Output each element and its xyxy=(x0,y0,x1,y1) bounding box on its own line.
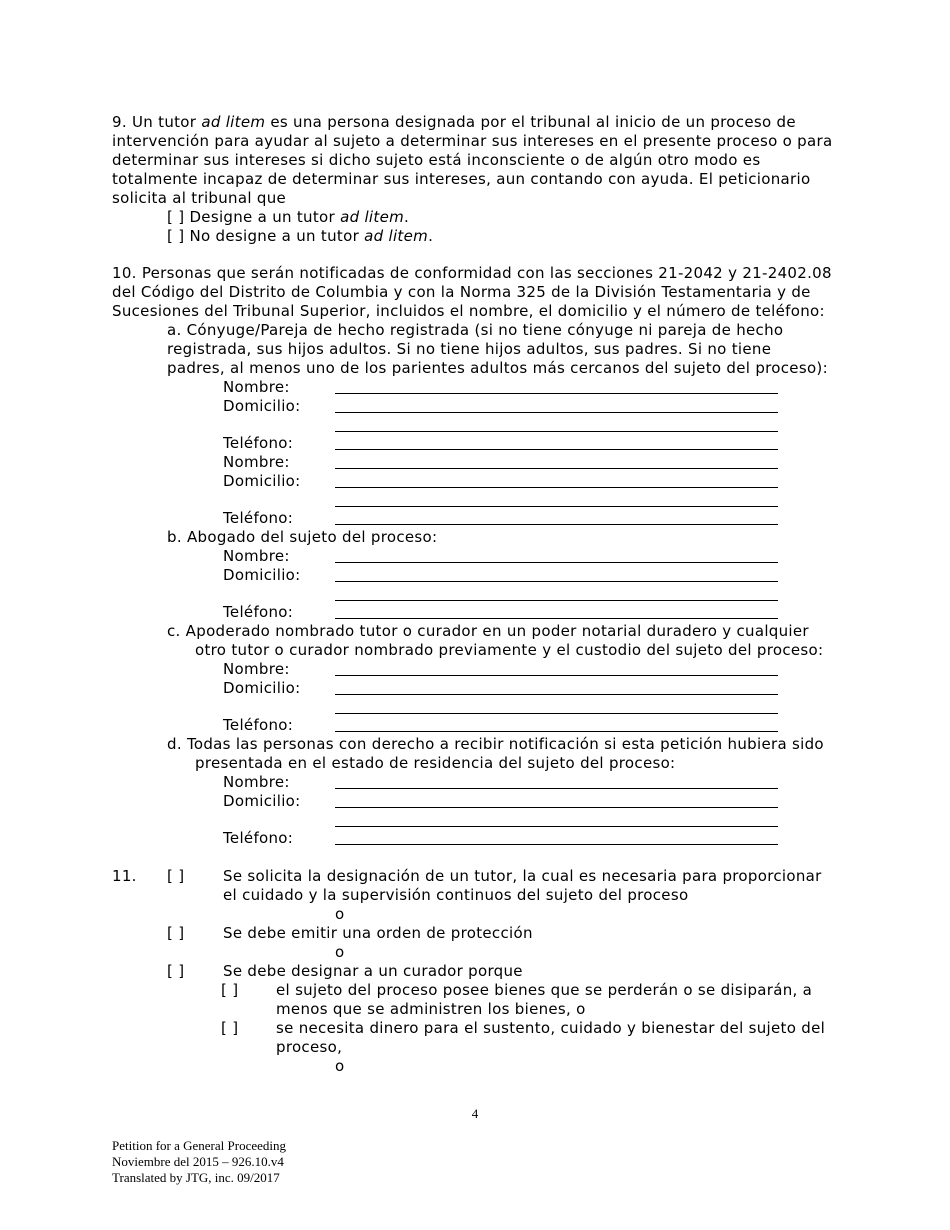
checkbox[interactable]: [ ] xyxy=(167,208,185,226)
or-separator: o xyxy=(335,943,345,961)
name-label: Nombre: xyxy=(223,378,290,396)
checkbox[interactable]: [ ] xyxy=(221,1019,239,1037)
section10-c-line1: c. Apoderado nombrado tutor o curador en un poder notarial duradero y cualquier xyxy=(167,622,809,640)
section11-sub2-line2: proceso, xyxy=(276,1038,343,1056)
name-label: Nombre: xyxy=(223,660,290,678)
address-field[interactable] xyxy=(335,600,778,601)
section11-opt1-line2: el cuidado y la supervisión continuos del sujeto del proceso xyxy=(223,886,689,904)
address-label: Domicilio: xyxy=(223,397,301,415)
phone-label: Teléfono: xyxy=(223,509,294,527)
or-separator: o xyxy=(335,905,345,923)
address-field[interactable] xyxy=(335,506,778,507)
section10-a-line3: padres, al menos uno de los parientes adultos más cercanos del sujeto del proceso): xyxy=(167,359,828,377)
footer-line1: Petition for a General Proceeding xyxy=(112,1138,286,1153)
name-label: Nombre: xyxy=(223,547,290,565)
section11-opt2: Se debe emitir una orden de protección xyxy=(223,924,533,942)
section10-d-line1: d. Todas las personas con derecho a recibir notificación si esta petición hubiera sido xyxy=(167,735,824,753)
address-field[interactable] xyxy=(335,807,778,808)
section10-c-line2: otro tutor o curador nombrado previamente y el custodio del sujeto del proceso: xyxy=(195,641,824,659)
address-field[interactable] xyxy=(335,412,778,413)
address-label: Domicilio: xyxy=(223,472,301,490)
section9-line5: solicita al tribunal que xyxy=(112,189,287,207)
section9-line1: 9. Un tutor ad litem es una persona designada por el tribunal al inicio de un proceso de xyxy=(112,113,796,131)
address-field[interactable] xyxy=(335,713,778,714)
or-separator: o xyxy=(335,1057,345,1075)
phone-field[interactable] xyxy=(335,731,778,732)
phone-label: Teléfono: xyxy=(223,829,294,847)
section9-option-not-designate[interactable]: [ ] No designe a un tutor ad litem. xyxy=(167,227,434,245)
section10-a-line1: a. Cónyuge/Pareja de hecho registrada (si no tiene cónyuge ni pareja de hecho xyxy=(167,321,784,339)
footer-line2: Noviembre del 2015 – 926.10.v4 xyxy=(112,1154,284,1169)
name-label: Nombre: xyxy=(223,773,290,791)
name-field[interactable] xyxy=(335,468,778,469)
checkbox[interactable]: [ ] xyxy=(167,867,185,885)
address-label: Domicilio: xyxy=(223,566,301,584)
phone-field[interactable] xyxy=(335,844,778,845)
page-number: 4 xyxy=(471,1106,479,1121)
name-field[interactable] xyxy=(335,788,778,789)
section10-line2: del Código del Distrito de Columbia y con la Norma 325 de la División Testamentaria y de xyxy=(112,283,811,301)
address-label: Domicilio: xyxy=(223,792,301,810)
section9-line2: intervención para ayudar al sujeto a determinar sus intereses en el presente proceso o para xyxy=(112,132,833,150)
name-field[interactable] xyxy=(335,562,778,563)
address-field[interactable] xyxy=(335,487,778,488)
phone-label: Teléfono: xyxy=(223,434,294,452)
address-field[interactable] xyxy=(335,826,778,827)
address-field[interactable] xyxy=(335,431,778,432)
checkbox[interactable]: [ ] xyxy=(167,227,185,245)
section9-line4: totalmente incapaz de determinar sus intereses, aun contando con ayuda. El peticionario xyxy=(112,170,811,188)
section10-d-line2: presentada en el estado de residencia del sujeto del proceso: xyxy=(195,754,676,772)
address-label: Domicilio: xyxy=(223,679,301,697)
name-label: Nombre: xyxy=(223,453,290,471)
phone-field[interactable] xyxy=(335,449,778,450)
section10-b-line1: b. Abogado del sujeto del proceso: xyxy=(167,528,438,546)
section9-line3: determinar sus intereses si dicho sujeto está inconsciente o de algún otro modo es xyxy=(112,151,761,169)
section11-sub1-line1: el sujeto del proceso posee bienes que se perderán o se disiparán, a xyxy=(276,981,813,999)
phone-label: Teléfono: xyxy=(223,716,294,734)
section11-opt1-line1: Se solicita la designación de un tutor, la cual es necesaria para proporcionar xyxy=(223,867,822,885)
phone-label: Teléfono: xyxy=(223,603,294,621)
checkbox[interactable]: [ ] xyxy=(221,981,239,999)
section9-option-designate[interactable]: [ ] Designe a un tutor ad litem. xyxy=(167,208,410,226)
footer-line3: Translated by JTG, inc. 09/2017 xyxy=(112,1170,280,1185)
section10-line3: Sucesiones del Tribunal Superior, incluidos el nombre, el domicilio y el número de teléfono: xyxy=(112,302,825,320)
section11-sub2-line1: se necesita dinero para el sustento, cuidado y bienestar del sujeto del xyxy=(276,1019,826,1037)
name-field[interactable] xyxy=(335,675,778,676)
section11-opt3: Se debe designar a un curador porque xyxy=(223,962,523,980)
phone-field[interactable] xyxy=(335,524,778,525)
checkbox[interactable]: [ ] xyxy=(167,924,185,942)
section11-number: 11. xyxy=(112,867,137,885)
name-field[interactable] xyxy=(335,393,778,394)
section10-a-line2: registrada, sus hijos adultos. Si no tiene hijos adultos, sus padres. Si no tiene xyxy=(167,340,772,358)
checkbox[interactable]: [ ] xyxy=(167,962,185,980)
section11-sub1-line2: menos que se administren los bienes, o xyxy=(276,1000,586,1018)
address-field[interactable] xyxy=(335,694,778,695)
address-field[interactable] xyxy=(335,581,778,582)
phone-field[interactable] xyxy=(335,618,778,619)
section10-line1: 10. Personas que serán notificadas de conformidad con las secciones 21-2042 y 21-2402.08 xyxy=(112,264,832,282)
